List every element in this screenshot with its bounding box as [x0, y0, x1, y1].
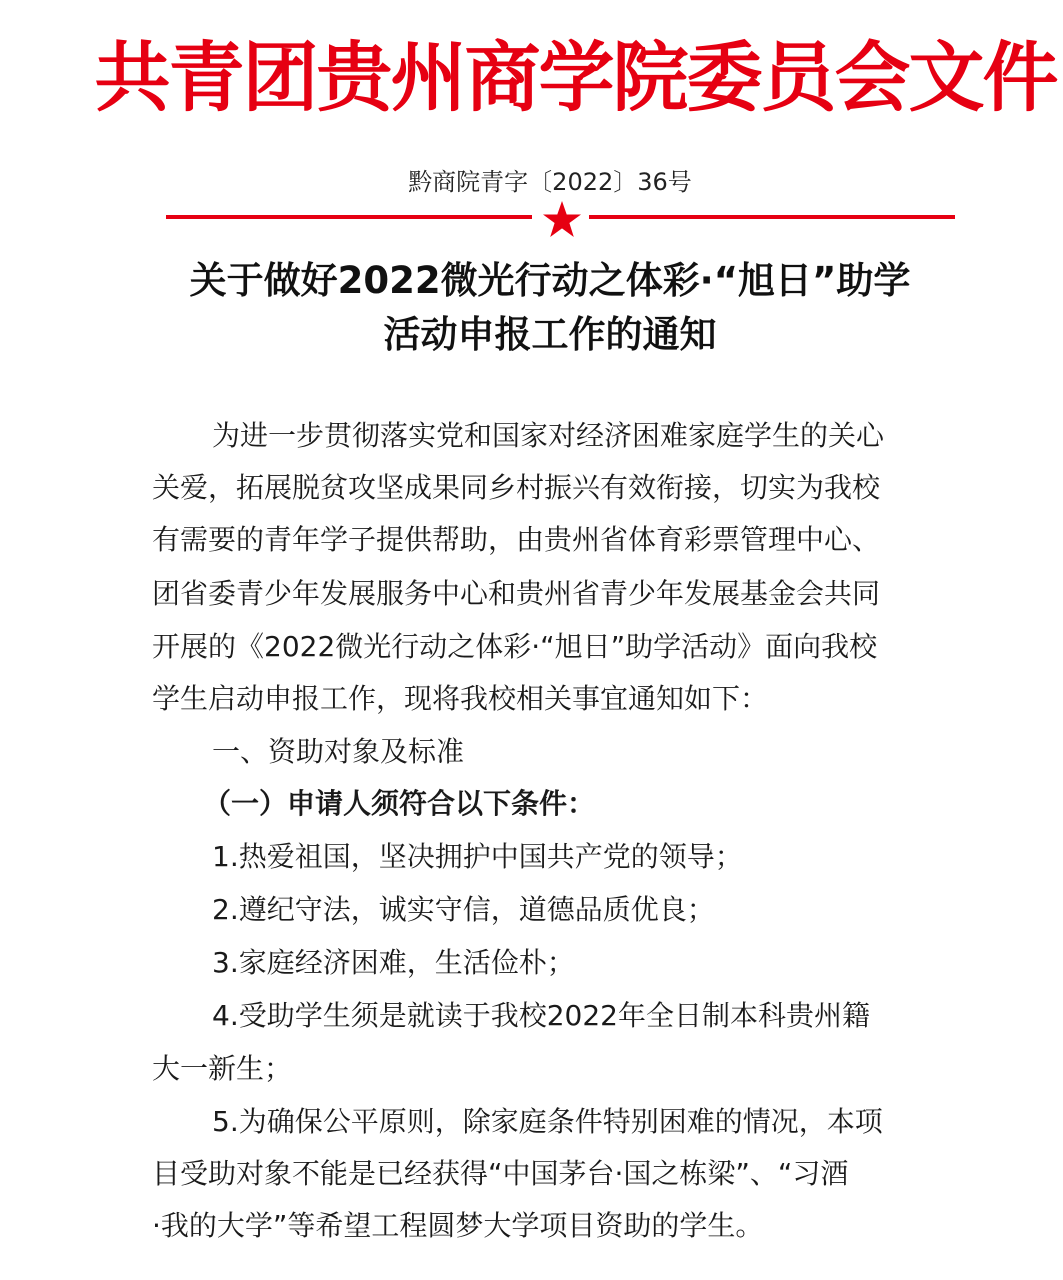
body-paragraph-line: 关爱，拓展脱贫攻坚成果同乡村振兴有效衔接，切实为我校	[152, 471, 881, 504]
condition-item-5-cont: ·我的大学”等希望工程圆梦大学项目资助的学生。	[152, 1209, 764, 1242]
notice-title-line-1: 关于做好2022微光行动之体彩·“旭日”助学	[189, 259, 911, 302]
body-paragraph-line: 开展的《2022微光行动之体彩·“旭日”助学活动》面向我校	[152, 630, 878, 663]
condition-item-3: 3.家庭经济困难，生活俭朴；	[212, 946, 575, 979]
body-paragraph-line: 学生启动申报工作，现将我校相关事宜通知如下：	[152, 682, 769, 715]
org-header-title: 共青团贵州商学院委员会文件	[94, 33, 1057, 122]
body-paragraph-line: 团省委青少年发展服务中心和贵州省青少年发展基金会共同	[152, 577, 881, 610]
condition-item-5-cont: 目受助对象不能是已经获得“中国茅台·国之栋梁”、“习酒	[152, 1157, 849, 1190]
section-heading: 一、资助对象及标准	[212, 735, 465, 768]
condition-item-1: 1.热爱祖国，坚决拥护中国共产党的领导；	[212, 840, 743, 873]
red-divider-right	[589, 215, 955, 219]
subsection-heading: （一）申请人须符合以下条件：	[203, 787, 596, 820]
condition-item-4: 4.受助学生须是就读于我校2022年全日制本科贵州籍	[212, 999, 870, 1032]
red-divider-left	[166, 215, 532, 219]
condition-item-2: 2.遵纪守法，诚实守信，道德品质优良；	[212, 893, 715, 926]
star-icon	[542, 200, 582, 238]
document-number: 黔商院青字〔2022〕36号	[408, 168, 692, 196]
body-paragraph-line: 为进一步贯彻落实党和国家对经济困难家庭学生的关心	[212, 419, 885, 452]
condition-item-4-cont: 大一新生；	[152, 1052, 293, 1085]
body-paragraph-line: 有需要的青年学子提供帮助，由贵州省体育彩票管理中心、	[152, 523, 881, 556]
notice-title-line-2: 活动申报工作的通知	[383, 313, 717, 356]
condition-item-5: 5.为确保公平原则，除家庭条件特别困难的情况，本项	[212, 1105, 883, 1138]
